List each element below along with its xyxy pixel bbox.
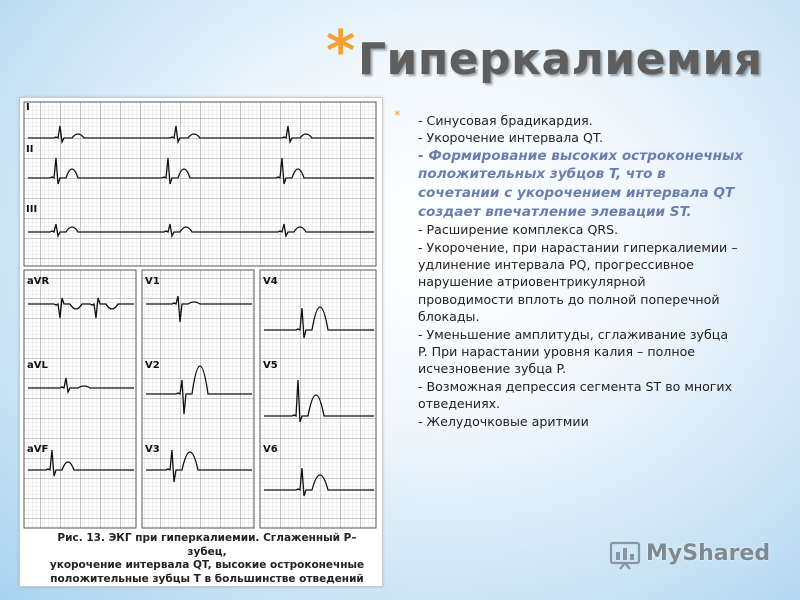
lead-label-i: I — [26, 102, 30, 113]
title-star: * — [326, 19, 356, 84]
bullet-line: - Расширение комплекса QRS. — [418, 222, 619, 238]
myshared-logo[interactable] — [608, 537, 771, 571]
lead-label-v5: V5 — [263, 360, 278, 371]
bullet-line: - Укорочение интервала QT. — [418, 130, 604, 146]
bullet-line: нарушение атриовентрикулярной — [418, 274, 646, 290]
caption-line: Рис. 13. ЭКГ при гиперкалиемии. Сглаженный P–зубец, — [57, 532, 357, 558]
lead-label-v2: V2 — [145, 360, 160, 371]
bullet-line: - Укорочение, при нарастании гиперкалиемии – — [418, 239, 738, 255]
lead-label-avr: aVR — [27, 276, 50, 287]
lead-label-v1: V1 — [145, 276, 160, 287]
bullet-line: - Возможная депрессия сегмента ST во многих — [418, 378, 733, 394]
bullet-line: отведениях. — [418, 396, 501, 412]
myshared-logo-icon — [608, 537, 642, 571]
bullet-line: - Уменьшение амплитуды, сглаживание зубца — [418, 326, 729, 342]
bullet-line-highlight: сочетании с укорочением интервала QT — [418, 185, 735, 201]
bullet-line: удлинение интервала PQ, прогрессивное — [418, 257, 694, 272]
bullet-line-highlight: - Формирование высоких остроконечных — [418, 147, 744, 164]
bullet-line: исчезновение зубца P. — [418, 361, 567, 377]
bullet-list — [394, 109, 790, 430]
lead-label-avl: aVL — [27, 360, 48, 371]
bullet-star: * — [394, 109, 401, 124]
caption-line: укорочение интервала QT, высокие остроконечные — [49, 559, 365, 571]
bullet-line: - Желудочковые аритмии — [418, 413, 589, 429]
bullet-line: блокады. — [418, 309, 480, 325]
caption-line: положительные зубцы T в большинстве отведений — [50, 572, 364, 585]
figure-caption — [42, 532, 372, 586]
myshared-logo-text: MyShared — [646, 541, 771, 566]
lead-label-avf: aVF — [27, 444, 49, 455]
ecg-grid — [20, 98, 382, 586]
bullet-line: P. При нарастании уровня калия – полное — [418, 344, 696, 360]
lead-label-v4: V4 — [263, 276, 278, 287]
bullet-line: - Синусовая брадикардия. — [418, 113, 593, 128]
bullet-line: проводимости вплоть до полной поперечной — [418, 291, 720, 307]
lead-label-ii: II — [26, 144, 34, 155]
lead-label-v3: V3 — [145, 444, 160, 455]
lead-label-iii: III — [26, 204, 38, 215]
lead-label-v6: V6 — [263, 444, 278, 455]
slide-title: Гиперкалиемия — [358, 34, 763, 85]
bullet-line-highlight: создает впечатление элевации ST. — [418, 203, 692, 220]
ecg-figure — [19, 97, 383, 587]
bullet-line-highlight: положительных зубцов T, что в — [418, 166, 666, 183]
